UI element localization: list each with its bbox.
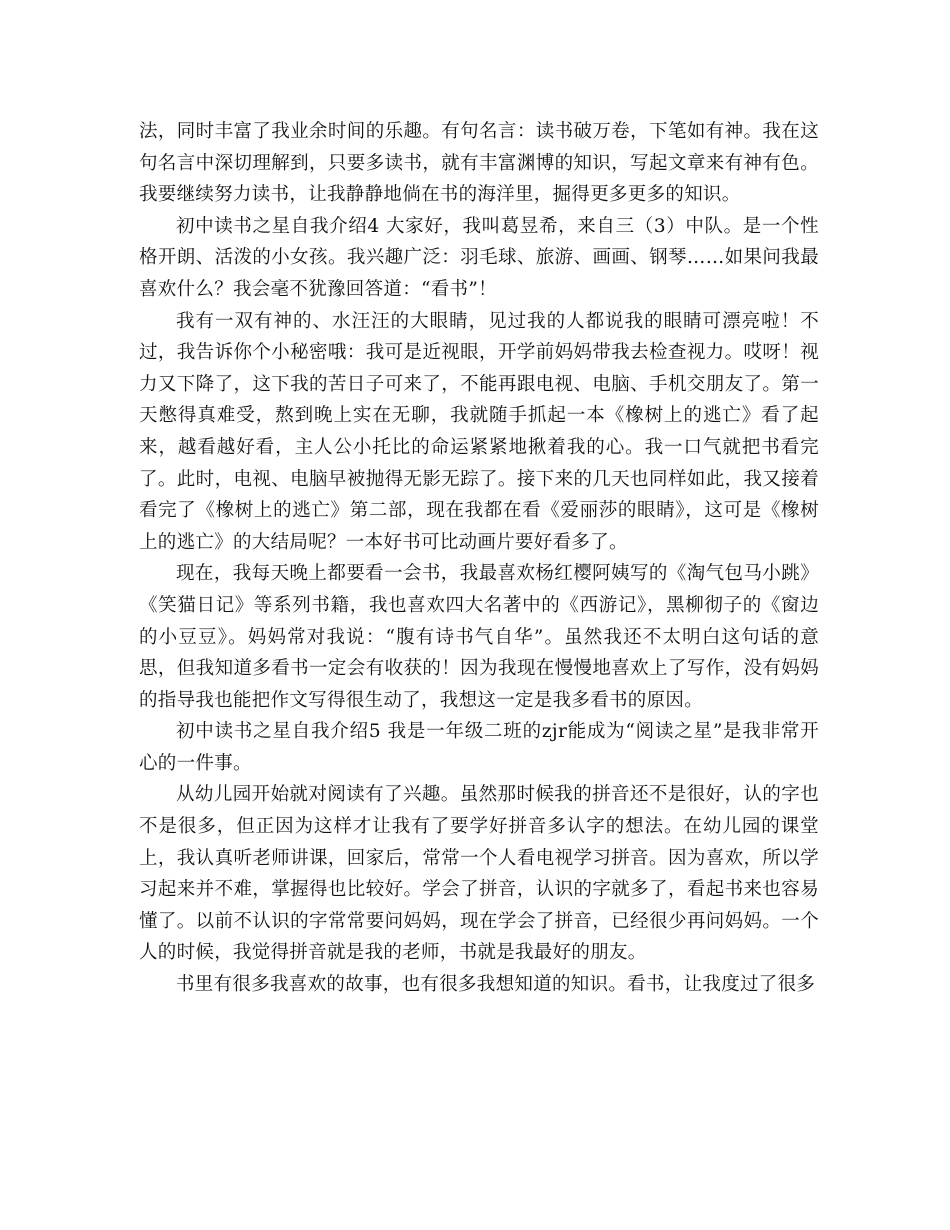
paragraph-7: 书里有很多我喜欢的故事，也有很多我想知道的知识。看书，让我度过了很多 bbox=[176, 974, 816, 996]
paragraph-6: 从幼儿园开始就对阅读有了兴趣。虽然那时候我的拼音还不是很好，认的字也不是很多，但正因为这样才让我有了要学好拼音多认字的想法。在幼儿园的课堂上，我认真听老师讲课，回家后，常常一个人看电视学习拼音。因为喜欢，所以学习起来并不难，掌握得也比较好。学会了拼音，认识的字就多了，看起书来也容易懂了。以前不认识的字常常要问妈妈，现在学会了拼音，已经很少再问妈妈。一个人的时候，我觉得拼音就是我的老师，书就是我最好的朋友。 bbox=[139, 784, 819, 964]
paragraph-1: 法，同时丰富了我业余时间的乐趣。有句名言：读书破万卷，下笔如有神。我在这句名言中深切理解到，只要多读书，就有丰富渊博的知识，写起文章来有神有色。我要继续努力读书，让我静静地倘在书的海洋里，掘得更多更多的知识。 bbox=[139, 121, 819, 206]
paragraph-3: 我有一双有神的、水汪汪的大眼睛，见过我的人都说我的眼睛可漂亮啦！不过，我告诉你个小秘密哦：我可是近视眼，开学前妈妈带我去检查视力。哎呀！视力又下降了，这下我的苦日子可来了，不能再跟电视、电脑、手机交朋友了。第一天憋得真难受，熬到晚上实在无聊，我就随手抓起一本《橡树上的逃亡》看了起来，越看越好看，主人公小托比的命运紧紧地揪着我的心。我一口气就把书看完了。此时，电视、电脑早被抛得无影无踪了。接下来的几天也同样如此，我又接着看完了《橡树上的逃亡》第二部，现在我都在看《爱丽莎的眼睛》，这可是《橡树上的逃亡》的大结局呢？一本好书可比动画片要好看多了。 bbox=[139, 310, 819, 553]
paragraph-4: 现在，我每天晚上都要看一会书，我最喜欢杨红樱阿姨写的《淘气包马小跳》《笑猫日记》等系列书籍，我也喜欢四大名著中的《西游记》，黑柳彻子的《窗边的小豆豆》。妈妈常对我说：“腹有诗书气自华”。虽然我还不太明白这句话的意思，但我知道多看书一定会有收获的！因为我现在慢慢地喜欢上了写作，没有妈妈的指导我也能把作文写得很生动了，我想这一定是我多看书的原因。 bbox=[139, 563, 819, 711]
paragraph-2: 初中读书之星自我介绍4 大家好，我叫葛昱希，来自三（3）中队。是一个性格开朗、活泼的小女孩。我兴趣广泛：羽毛球、旅游、画画、钢琴……如果问我最喜欢什么？我会毫不犹豫回答道：“看书”！ bbox=[139, 215, 819, 300]
document-body bbox=[139, 116, 819, 1001]
paragraph-5: 初中读书之星自我介绍5 我是一年级二班的zjr能成为“阅读之星”是我非常开心的一件事。 bbox=[139, 721, 819, 774]
